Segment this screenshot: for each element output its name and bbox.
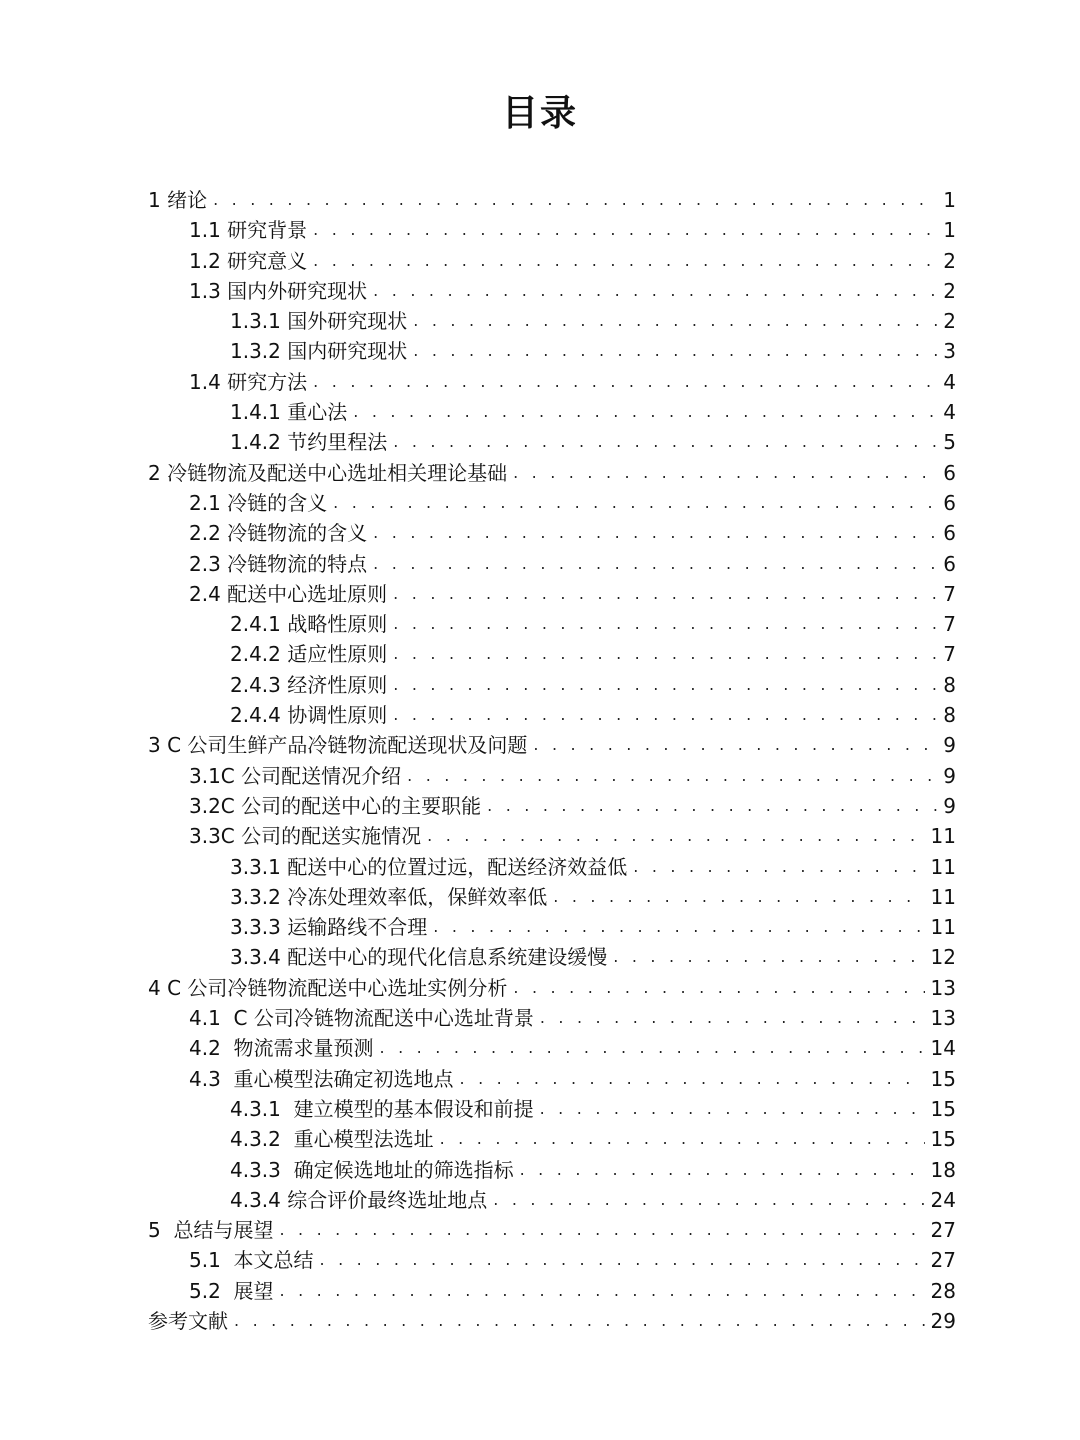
- toc-entry[interactable]: [148, 215, 956, 245]
- toc-entry[interactable]: [148, 942, 956, 972]
- dot-leader: [440, 1124, 925, 1154]
- toc-entry-title: 1.2 研究意义: [189, 248, 308, 273]
- toc-entry-title: 3.2C 公司的配送中心的主要职能: [189, 793, 482, 818]
- toc-entry-title: 5.2 展望: [189, 1278, 274, 1303]
- toc-page-number: 27: [930, 1218, 956, 1243]
- toc-entry[interactable]: [148, 579, 956, 609]
- toc-entry[interactable]: [148, 761, 956, 791]
- toc-page-number: 2: [943, 248, 956, 273]
- dot-leader: [279, 1215, 924, 1245]
- toc-page-number: 11: [930, 824, 956, 849]
- toc-entry[interactable]: [148, 1003, 956, 1033]
- toc-entry-title: 3.3.2 冷冻处理效率低，保鲜效率低: [230, 884, 548, 909]
- toc-page-number: 15: [930, 1066, 956, 1091]
- toc-entry-title: 4.3.1 建立模型的基本假设和前提: [230, 1096, 534, 1121]
- dot-leader: [393, 579, 937, 609]
- toc-page-number: 12: [930, 945, 956, 970]
- toc-entry[interactable]: [148, 1245, 956, 1275]
- toc-entry[interactable]: [148, 1033, 956, 1063]
- toc-entry-title: 1.3.2 国内研究现状: [230, 339, 408, 364]
- toc-page-number: 14: [930, 1036, 956, 1061]
- dot-leader: [313, 215, 937, 245]
- toc-page-number: 15: [930, 1096, 956, 1121]
- dot-leader: [333, 488, 937, 518]
- dot-leader: [373, 549, 937, 579]
- toc-entry[interactable]: [148, 882, 956, 912]
- toc-entry[interactable]: [148, 488, 956, 518]
- dot-leader: [373, 518, 937, 548]
- dot-leader: [393, 700, 937, 730]
- toc-page-number: 4: [943, 369, 956, 394]
- toc-entry[interactable]: [148, 1276, 956, 1306]
- dot-leader: [433, 912, 924, 942]
- dot-leader: [633, 852, 924, 882]
- toc-page-number: 9: [943, 793, 956, 818]
- toc-page-number: 13: [930, 975, 956, 1000]
- toc-entry[interactable]: [148, 518, 956, 548]
- toc-entry-title: 1.3 国内外研究现状: [189, 278, 368, 303]
- dot-leader: [553, 882, 924, 912]
- toc-page-number: 6: [943, 490, 956, 515]
- dot-leader: [513, 973, 924, 1003]
- toc-entry[interactable]: [148, 791, 956, 821]
- toc-entry[interactable]: [148, 397, 956, 427]
- toc-page-number: 9: [943, 763, 956, 788]
- toc-entry-title: 4 C 公司冷链物流配送中心选址实例分析: [148, 975, 508, 1000]
- dot-leader: [407, 761, 937, 791]
- toc-entry-title: 2 冷链物流及配送中心选址相关理论基础: [148, 460, 508, 485]
- toc-entry-title: 2.2 冷链物流的含义: [189, 521, 368, 546]
- toc-page-number: 9: [943, 733, 956, 758]
- toc-entry-title: 2.1 冷链的含义: [189, 490, 328, 515]
- toc-entry-title: 4.1 C 公司冷链物流配送中心选址背景: [189, 1006, 534, 1031]
- toc-page-number: 2: [943, 278, 956, 303]
- dot-leader: [280, 1276, 925, 1306]
- toc-page-number: 1: [943, 188, 956, 212]
- dot-leader: [393, 639, 937, 669]
- toc-page-number: 11: [930, 854, 956, 879]
- dot-leader: [353, 397, 937, 427]
- toc-entry[interactable]: [148, 609, 956, 639]
- toc-entry-title: 4.2 物流需求量预测: [189, 1036, 374, 1061]
- toc-entry[interactable]: [148, 973, 956, 1003]
- dot-leader: [320, 1245, 925, 1275]
- toc-entry-title: 3.1C 公司配送情况介绍: [189, 763, 402, 788]
- toc-entry[interactable]: [148, 852, 956, 882]
- toc-entry[interactable]: [148, 306, 956, 336]
- dot-leader: [380, 1033, 925, 1063]
- dot-leader: [313, 246, 937, 276]
- dot-leader: [234, 1306, 925, 1336]
- page-title: 目录: [501, 93, 578, 134]
- toc-entry[interactable]: [148, 1094, 956, 1124]
- toc-page-number: 2: [943, 309, 956, 334]
- toc-entry[interactable]: [148, 639, 956, 669]
- toc-page-number: 3: [943, 339, 956, 364]
- toc-entry-title: 3.3.1 配送中心的位置过远，配送经济效益低: [230, 854, 628, 879]
- dot-leader: [393, 427, 937, 457]
- toc-entry[interactable]: [148, 1215, 956, 1245]
- dot-leader: [493, 1185, 924, 1215]
- toc-page-number: 7: [943, 642, 956, 667]
- toc-entry-title: 3.3.3 运输路线不合理: [230, 915, 428, 940]
- toc-entry[interactable]: [148, 670, 956, 700]
- toc-entry[interactable]: [148, 1064, 956, 1094]
- toc-entry[interactable]: [148, 336, 956, 366]
- toc-entry-title: 4.3.3 确定候选地址的筛选指标: [230, 1157, 514, 1182]
- toc-entry-title: 2.4 配送中心选址原则: [189, 581, 388, 606]
- toc-entry-title: 4.3 重心模型法确定初选地点: [189, 1066, 454, 1091]
- toc-entry-title: 2.4.2 适应性原则: [230, 642, 388, 667]
- toc-entry-title: 3.3.4 配送中心的现代化信息系统建设缓慢: [230, 945, 608, 970]
- dot-leader: [513, 458, 937, 488]
- toc-entry[interactable]: [148, 821, 956, 851]
- toc-entry[interactable]: [148, 549, 956, 579]
- toc-entry[interactable]: [148, 427, 956, 457]
- dot-leader: [533, 730, 937, 760]
- toc-page-number: 7: [943, 612, 956, 637]
- dot-leader: [413, 336, 937, 366]
- toc-entry-title: 1.3.1 国外研究现状: [230, 309, 408, 334]
- toc-entry[interactable]: [148, 367, 956, 397]
- dot-leader: [613, 942, 924, 972]
- dot-leader: [413, 306, 937, 336]
- toc-entry-title: 2.4.4 协调性原则: [230, 703, 388, 728]
- toc-entry-title: 参考文献: [148, 1308, 228, 1333]
- toc-entry-title: 3.3C 公司的配送实施情况: [189, 824, 422, 849]
- toc-entry[interactable]: [148, 185, 956, 215]
- dot-leader: [313, 367, 937, 397]
- toc-entry[interactable]: [148, 276, 956, 306]
- toc-page-number: 6: [943, 460, 956, 485]
- dot-leader: [213, 185, 937, 215]
- dot-leader: [540, 1003, 925, 1033]
- toc-page-number: 1: [943, 218, 956, 243]
- toc-entry-title: 1.4.1 重心法: [230, 400, 348, 425]
- toc-entry-title: 3 C 公司生鲜产品冷链物流配送现状及问题: [148, 733, 528, 758]
- toc-entry-title: 4.3.4 综合评价最终选址地点: [230, 1187, 488, 1212]
- toc-page-number: 28: [930, 1278, 956, 1303]
- toc-page-number: 6: [943, 551, 956, 576]
- toc-entry[interactable]: [148, 1155, 956, 1185]
- toc-page-number: 29: [930, 1308, 956, 1333]
- toc-page-number: 5: [943, 430, 956, 455]
- toc-entry[interactable]: [148, 700, 956, 730]
- toc-entry-title: 5.1 本文总结: [189, 1248, 314, 1273]
- toc-page-number: 11: [930, 884, 956, 909]
- toc-entry[interactable]: [148, 246, 956, 276]
- toc-entry[interactable]: [148, 730, 956, 760]
- toc-entry-title: 4.3.2 重心模型法选址: [230, 1127, 434, 1152]
- toc-entry[interactable]: [148, 912, 956, 942]
- toc-page-number: 7: [943, 581, 956, 606]
- toc-entry[interactable]: [148, 1306, 956, 1336]
- dot-leader: [373, 276, 937, 306]
- dot-leader: [487, 791, 937, 821]
- dot-leader: [460, 1064, 925, 1094]
- toc-page-number: 4: [943, 400, 956, 425]
- toc-page-number: 27: [930, 1248, 956, 1273]
- dot-leader: [393, 609, 937, 639]
- toc-page-number: 15: [930, 1127, 956, 1152]
- toc-entry-title: 2.3 冷链物流的特点: [189, 551, 368, 576]
- toc-entry-title: 1.1 研究背景: [189, 218, 308, 243]
- table-of-contents: [148, 185, 956, 1336]
- toc-entry-title: 2.4.1 战略性原则: [230, 612, 388, 637]
- toc-entry-title: 5 总结与展望: [148, 1218, 274, 1243]
- toc-entry[interactable]: [148, 1124, 956, 1154]
- toc-entry-title: 1 绪论: [148, 188, 208, 212]
- dot-leader: [540, 1094, 925, 1124]
- dot-leader: [427, 821, 924, 851]
- dot-leader: [520, 1155, 925, 1185]
- toc-page-number: 8: [943, 703, 956, 728]
- dot-leader: [393, 670, 937, 700]
- toc-entry-title: 2.4.3 经济性原则: [230, 672, 388, 697]
- toc-entry[interactable]: [148, 1185, 956, 1215]
- toc-page-number: 11: [930, 915, 956, 940]
- toc-page-number: 8: [943, 672, 956, 697]
- toc-page-number: 24: [930, 1187, 956, 1212]
- toc-page-number: 13: [930, 1006, 956, 1031]
- toc-entry[interactable]: [148, 458, 956, 488]
- toc-entry-title: 1.4 研究方法: [189, 369, 308, 394]
- toc-page-number: 6: [943, 521, 956, 546]
- toc-entry-title: 1.4.2 节约里程法: [230, 430, 388, 455]
- toc-page-number: 18: [930, 1157, 956, 1182]
